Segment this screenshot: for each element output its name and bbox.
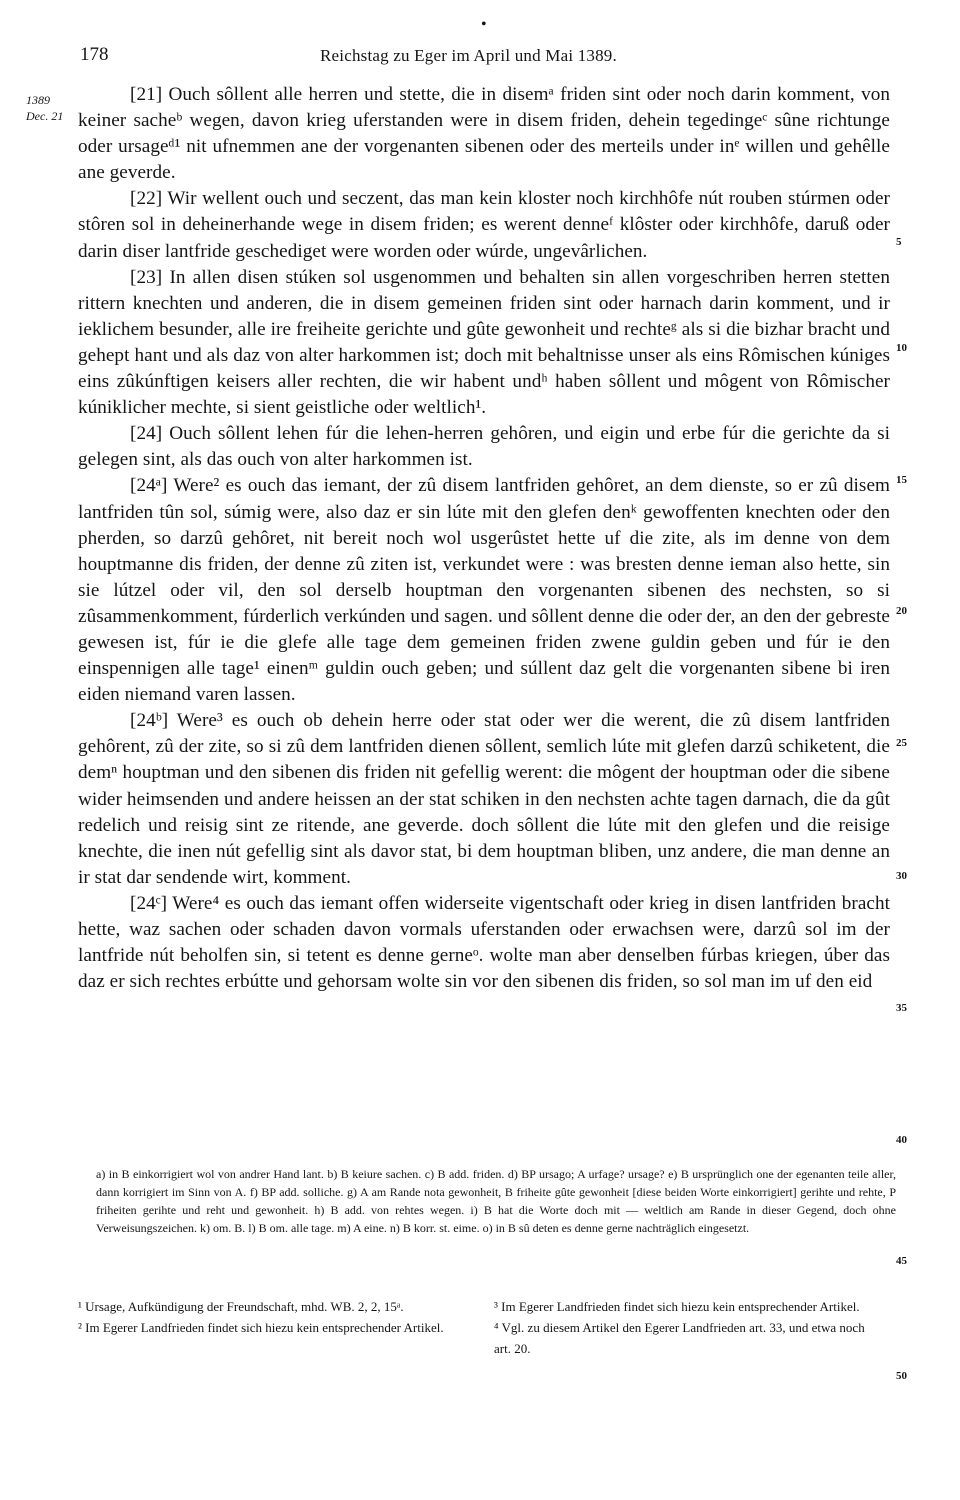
dot-mark: • (481, 16, 487, 33)
article-23: [23] In allen disen stúken sol usgenommen und behalten sin allen vorgeschriben herren stetten rittern knechten und anderen, die in disem gemeinen friden sint oder harnach darin komment, und ir ieklichem besunder, alle ire freiheite gerichte und gûte gewonheit und rechteᵍ als si die bizhar bracht und gehept hant und als daz von alter harkommen ist; doch mit behaltnisse unser als eins Rômischen kúniges eins zûkúnftigen keisers aller rechten, die wir habent undʰ haben sôllent und môgent von Rômischer kúniklicher mechte, si sient geistliche oder weltlich¹. (78, 266, 890, 419)
page-header (0, 16, 960, 74)
line-number: 10 (896, 342, 907, 354)
page-number: 178 (80, 44, 109, 65)
line-number: 50 (896, 1370, 907, 1382)
commentary-note-2: ² Im Egerer Landfrieden findet sich hiezu kein entsprechender Artikel. (78, 1320, 444, 1335)
article-22: [22] Wir wellent ouch und seczent, das man kein kloster noch kirchhôfe nút rouben stúrmen oder stôren sol in deheinerhande wege in disem friden; es werent denneᶠ klôster oder kirchhôfe, daruß oder darin diser lantfride geschediget were worden oder wúrde, ungevârlichen. (78, 188, 890, 262)
article-24: [24] Ouch sôllent lehen fúr die lehen-herren gehôren, und eigin und erbe fúr die gerichte da si gelegen sint, als das ouch von alter harkommen ist. (78, 423, 890, 471)
commentary-note-3: ³ Im Egerer Landfrieden findet sich hiezu kein entsprechender Artikel. (494, 1299, 860, 1314)
line-number: 25 (896, 737, 907, 749)
margin-date-year: 1389 (26, 93, 50, 107)
commentary-right (494, 1296, 884, 1359)
article-21: [21] Ouch sôllent alle herren und stette, die in disemᵃ friden sint oder noch darin komment, von keiner sacheᵇ wegen, davon krieg uferstanden were in disem friden, dehein tegedingeᶜ sûne richtunge oder ursageᵈ¹ nit ufnemmen ane der vorgenanten sibenen oder des merteils under inᵉ willen und gehêlle ane geverde. (78, 84, 890, 184)
line-number: 35 (896, 1002, 907, 1014)
commentary-note-4: ⁴ Vgl. zu diesem Artikel den Egerer Landfrieden art. 33, und etwa noch art. 20. (494, 1320, 865, 1356)
commentary-note-1: ¹ Ursage, Aufkündigung der Freundschaft, mhd. WB. 2, 2, 15ᵃ. (78, 1299, 404, 1314)
article-24b: [24ᵇ] Were³ es ouch ob dehein herre oder stat oder wer die werent, die zû disem lantfriden gehôrent, zû der zite, so si zû dem lantfriden dienen sôllent, semlich lúte mit glefen darzû schiketent, die demⁿ houptman und den sibenen dis friden nit gefellig werent: die môgent der houptman oder die sibene wider heimsenden und andere heissen an der stat schiken in den nechsten achte tagen darnach, die da gût redelich und reisig sint ze ritende, ane geverde. doch sôllent die lúte mit den glefen und die reisige knechte, die inen nút gefellig sint als davor stat, bi dem houptman bliben, unz andere, die man denne an ir stat dar sendende wirt, komment. (78, 710, 890, 888)
running-title: Reichstag zu Eger im April und Mai 1389. (320, 46, 617, 65)
commentary-left (78, 1296, 468, 1338)
line-number: 45 (896, 1255, 907, 1267)
margin-date (26, 92, 76, 124)
critical-apparatus: a) in B einkorrigiert wol von andrer Hand lant. b) B keiure sachen. c) B add. friden. d) BP ursago; A urfage? ursage? e) B ursprünglich one der egenanten teile aller, dann korrigiert im Sinn von A. f) BP add. solliche. g) A am Rande nota gewonheit, B friheite gûte gewonheit [diese beiden Worte einkorrigiert] gerihte und rehte, P friheiten gerihte und reht und gewonheit. h) B add. von rehtes wegen. i) B hat die Worte doch mit — weltlich am Rande in dieser Gegend, doch ohne Verweisungszeichen. k) om. B. l) B om. alle tage. m) A eine. n) B korr. st. eime. o) in B sû deten es denne gerne nachträglich eingesetzt. (96, 1167, 896, 1235)
article-24a: [24ᵃ] Were² es ouch das iemant, der zû disem lantfriden gehôret, an dem dienste, so er zû disem lantfriden tûn sol, súmig were, also daz er sin lúte mit den glefen denᵏ gewoffenten knechten oder den pherden, so darzû gehôret, nit bereit noch wol usgerûstet hette uf die zite, als im denne von dem houptmanne dis friden, der denne zû ziten ist, verkundet were : was bresten denne ieman also hette, sin sie lútzel oder vil, den sol derselb houptman den vorgenanten sibenen des nechsten, so si zûsammenkomment, fúrderlich verkúnden und sagen. und sôllent denne die oder der, an den der gebreste gewesen ist, fúr ie die glefe alle tage dem gemeinen friden zwene guldin geben und fúr ie den einspennigen alle tage¹ einenᵐ guldin ouch geben; und súllent daz gelt die vorgenanten sibene bi iren eiden niemand varen lassen. (78, 475, 890, 706)
line-number: 30 (896, 870, 907, 882)
line-number: 40 (896, 1134, 907, 1146)
line-numbers (896, 0, 936, 1500)
main-text (78, 82, 890, 995)
article-24c: [24ᶜ] Were⁴ es ouch das iemant offen widerseite vigentschaft oder krieg in disen lantfriden bracht hette, waz sachen oder schaden davon vormals uferstanden oder erwachsen were, darzû sol im der lantfride nút beholfen sin, si tetent es denne gerneᵒ. wolte man aber denselben fúrbas kriegen, úber das daz er sich rechtes erbútte und gehorsam wolte sin vor den sibenen dis friden, so sol man im uf den eid (78, 892, 890, 993)
margin-date-day: Dec. 21 (26, 109, 64, 123)
line-number: 15 (896, 474, 907, 486)
line-number: 20 (896, 605, 907, 617)
line-number: 5 (896, 236, 902, 248)
